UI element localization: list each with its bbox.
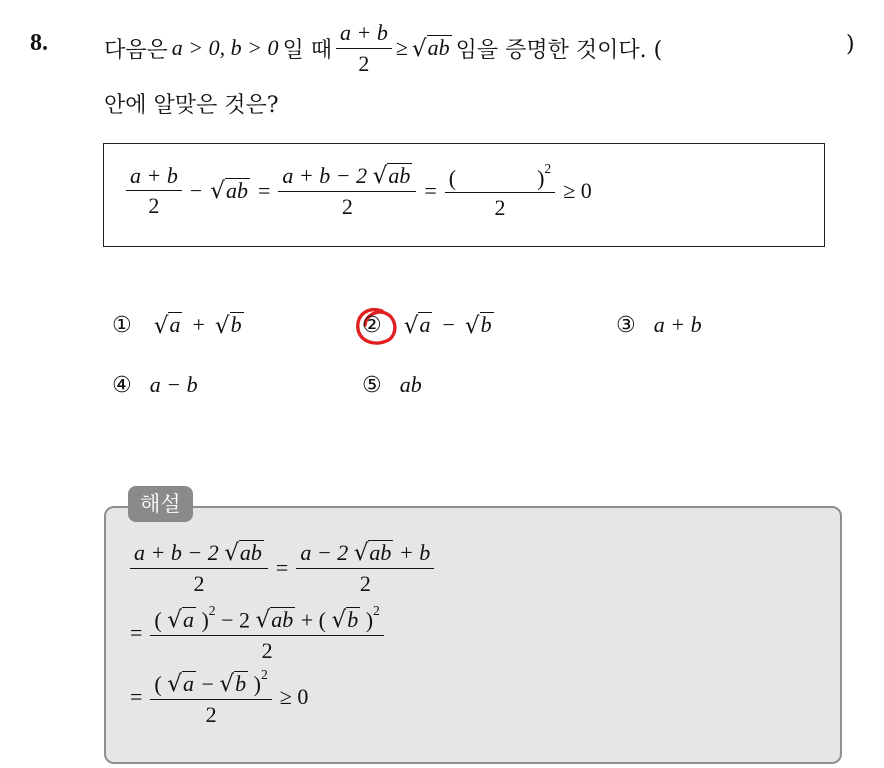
sol-r3-frac [150,668,271,726]
sol-r2-exp2: 2 [373,603,380,618]
radical-sign: √ [411,35,427,62]
proof-tail: ≥ 0 [563,177,592,203]
sol-r1b-den: 2 [359,571,371,597]
question-line-2: 안에 알맞은 것은? [104,93,279,118]
choice-1-mark: ① [112,312,132,338]
fraction-numerator: a + b [336,21,392,48]
sol-r1-num [130,540,268,569]
sol-r2-sqrt-ab [256,607,296,632]
radicand: b [480,312,492,338]
choice-4[interactable] [112,372,198,398]
proof-fraction-1 [126,164,182,217]
sol-r2-minus: − 2 [221,607,251,633]
proof-eq-2: = [424,177,437,203]
choice-5-mark: ⑤ [362,372,382,398]
choice-2-sqrt-b [465,312,494,337]
radicand: b [230,312,242,338]
radical-sign: √ [255,607,271,634]
sol-r2-open: ( [154,607,162,633]
question-fraction [336,21,392,74]
choice-2-sqrt-a [404,312,433,337]
radicand: ab [369,540,392,565]
proof-f3-num [445,162,555,193]
sol-r1-sqrt [224,540,264,565]
proof-f2-sqrt [373,163,413,188]
radicand: a [169,312,181,338]
proof-f1-num: a + b [126,164,182,191]
choice-1-sqrt-b [215,312,244,337]
sol-r1b-frac [296,540,434,595]
radicand: b [235,671,247,697]
choice-2-op: − [442,312,455,337]
solution-row-3 [130,668,308,726]
question-condition: a > 0, b > 0 [171,35,279,60]
geq-sign: ≥ [395,35,408,60]
sol-r3-eq: = [130,684,143,710]
question-mid-text: 임을 증명한 것이다. ( [455,37,663,63]
radical-sign: √ [167,607,182,634]
solution-tab: 해설 [128,486,193,522]
choice-1-op: + [192,312,205,337]
blank-paren-close: ) [846,32,855,57]
radicand: ab [226,178,248,204]
choice-4-expr: a − b [149,372,198,397]
proof-sqrt-ab [210,178,250,203]
radical-sign: √ [153,312,169,339]
choice-3-mark: ③ [616,312,636,338]
question-condition-suffix: 일 때 [282,37,332,63]
sol-r2-eq: = [130,620,143,646]
sol-r3-open: ( [154,671,162,697]
sol-r2-mid: ) [201,607,209,633]
sol-r2-sqrt-a [167,607,196,632]
solution-row-1 [130,540,434,595]
proof-f3-open: ( [448,165,457,191]
proof-f3-den: 2 [494,195,506,221]
choice-3[interactable] [616,312,702,338]
choice-2-mark: ② [362,312,382,338]
choice-5-expr: ab [399,372,422,397]
radicand: b [347,607,359,633]
proof-fraction-2 [278,163,416,218]
radical-sign: √ [210,178,225,205]
question-number: 8. [30,30,48,56]
radicand: ab [271,607,294,633]
sol-r1-eq: = [275,554,289,580]
choice-1-sqrt-a [154,312,183,337]
sol-r1-num-text: a + b − 2 [134,540,219,566]
radicand: a [182,671,194,697]
radical-sign: √ [219,671,235,698]
choice-5[interactable] [362,372,422,398]
sol-r3-minus: − [201,671,214,697]
sol-r2-den: 2 [261,638,273,664]
sol-r2-frac [150,604,383,662]
proof-f2-num [278,163,416,192]
proof-equation [126,162,592,219]
proof-eq-1: = [258,177,271,203]
radicand: a [419,312,431,338]
sol-r3-tail: ≥ 0 [279,684,309,710]
sol-r3-exp: 2 [260,667,268,682]
radical-sign: √ [167,671,182,698]
sol-r2-sqrt-b [331,607,360,632]
radicand: ab [388,163,411,189]
choice-1[interactable] [112,312,244,338]
radical-sign: √ [331,607,347,634]
proof-f3-close: ) [537,165,545,191]
radicand: ab [239,540,262,565]
sol-r3-sqrt-a [167,671,196,696]
proof-f2-den: 2 [341,194,353,220]
sol-r2-exp: 2 [208,603,216,618]
sol-r1b-num-a: a − 2 [300,540,349,566]
sol-r1-den: 2 [193,571,205,597]
radical-sign: √ [214,312,230,339]
choice-4-mark: ④ [112,372,132,398]
proof-fraction-3 [445,162,555,219]
sol-r2-plus: + ( [300,607,326,633]
radical-sign: √ [353,540,369,567]
sol-r2-num [150,604,383,636]
proof-minus: − [189,177,203,203]
proof-f3-exp: 2 [544,161,552,176]
question-intro: 다음은 [104,37,168,63]
solution-row-2 [130,604,384,662]
sol-r1b-num-b: + b [398,540,431,566]
choice-3-expr: a + b [653,312,702,337]
sol-r3-close: ) [253,671,261,697]
sol-r3-sqrt-b [219,671,248,696]
radical-sign: √ [403,312,419,339]
sol-r3-den: 2 [205,702,217,728]
proof-f1-den: 2 [148,193,160,219]
choice-2[interactable] [362,312,494,338]
radical-sign: √ [224,540,239,567]
question-line-1 [104,18,662,78]
sol-r1b-num [296,540,434,569]
sol-r1-frac [130,540,268,595]
sol-r3-num [150,668,271,700]
proof-f2-num-text: a + b − 2 [282,163,368,189]
radicand: ab [427,35,450,61]
sqrt-ab [412,35,452,60]
sol-r1b-sqrt [354,540,394,565]
fraction-denominator: 2 [358,50,370,76]
radicand: a [182,607,194,633]
radical-sign: √ [372,163,388,190]
radical-sign: √ [464,312,480,339]
sol-r2-close: ) [365,607,374,633]
